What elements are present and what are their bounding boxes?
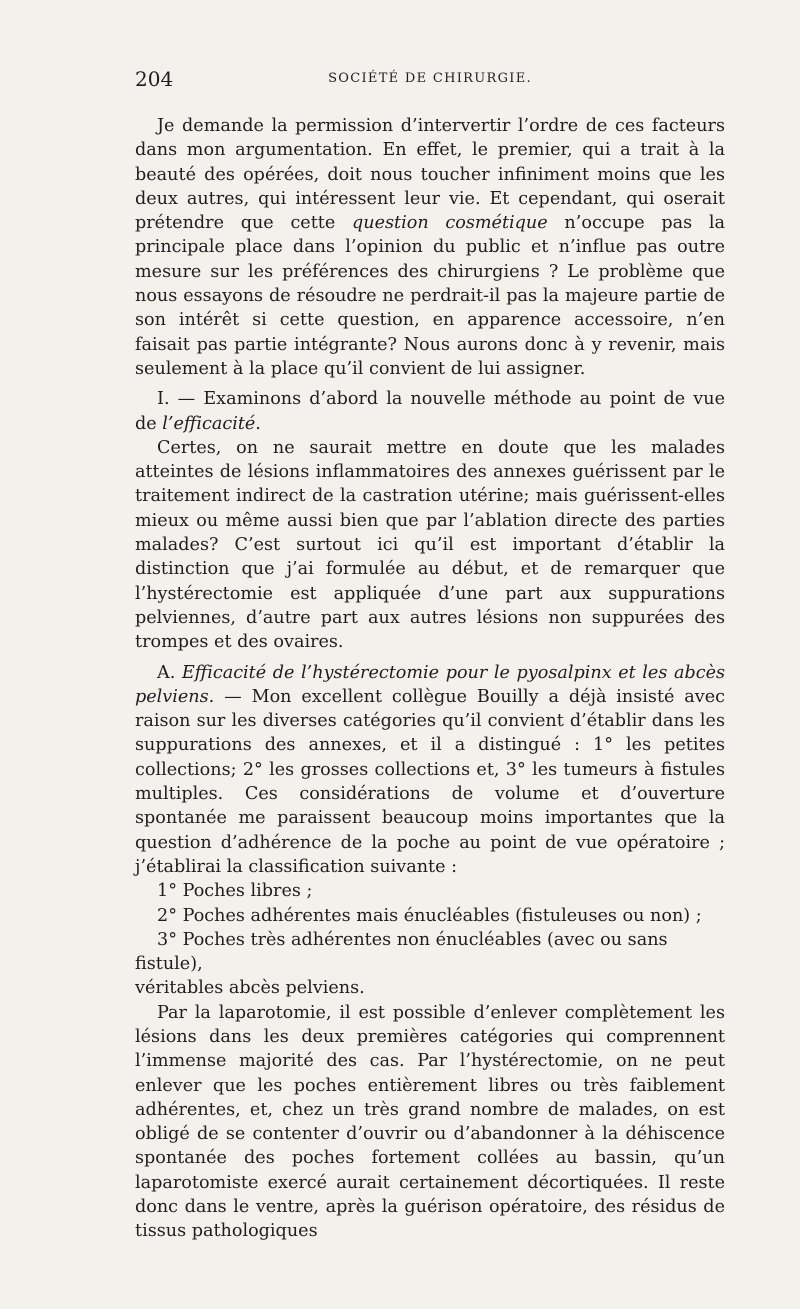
paragraph	[135, 661, 725, 880]
paragraph	[135, 387, 725, 436]
text-run: n’occupe pas la principale place dans l’opinion du public et n’influe pas outre mesure sur les préférences des chirurgiens ? Le problème que nous essayons de résoudre ne perdrait-il pas la majeure partie de son intérêt si cette question, en apparence accessoire, n’en faisait pas partie intégrante? Nous aurons donc à y revenir, mais seulement à la place qu’il convient de lui assigner.	[135, 213, 726, 379]
emphasis: l’efficacité.	[162, 413, 261, 434]
section-title: Efficacité de l’hystérectomie pour le pyosalpinx et les abcès pelviens.	[135, 662, 726, 707]
text-run: I. — Examinons d’abord la nouvelle méthode au point de vue de	[135, 389, 725, 434]
paragraph	[135, 114, 725, 381]
page-header	[135, 66, 725, 92]
emphasis: question cosmétique	[352, 213, 548, 234]
body-text	[135, 114, 725, 1244]
section-label: A.	[157, 662, 176, 683]
list-item-continuation: véritables abcès pelviens.	[135, 978, 365, 999]
list-item: 1° Poches libres ;	[157, 881, 313, 902]
text-run: Je demande la permission d’intervertir l’ordre de ces facteurs dans mon argumentation. En effet, le premier, qui a trait à la beauté des opérées, doit nous toucher infiniment moins que les deux autres, qui intéressent leur vie. Et cependant, qui oserait prétendre que cette	[135, 116, 725, 234]
paragraph: Certes, on ne saurait mettre en doute que les malades atteintes de lésions inflammatoires des annexes guérissent par le traitement indirect de la castration utérine; mais guérissent-elles mieux ou même aussi bien que par l’ablation directe des parties malades? C’est surtout ici qu’il est important d’établir la distinction que j’ai formulée au début, et de remarquer que l’hystérectomie est appliquée d’une part aux suppurations pelviennes, d’autre part aux autres lésions non suppurées des trompes et des ovaires.	[135, 437, 725, 653]
list-item: 2° Poches adhérentes mais énucléables (fistuleuses ou non) ;	[157, 905, 702, 926]
page-number: 204	[135, 67, 174, 91]
paragraph: Par la laparotomie, il est possible d’enlever complètement les lésions dans les deux premières catégories qui comprennent l’immense majorité des cas. Par l’hystérectomie, on ne peut enlever que les poches entièrement libres ou très faiblement adhérentes, et, chez un très grand nombre de malades, on est obligé de se contenter d’ouvrir ou d’abandonner à la déhiscence spontanée des poches fortement collées au bassin, qu’un laparotomiste exercé aurait certainement décortiquées. Il reste donc dans le ventre, après la guérison opératoire, des résidus de tissus pathologiques	[135, 1002, 725, 1242]
running-title: SOCIÉTÉ DE CHIRURGIE.	[328, 71, 532, 86]
text-run: — Mon excellent collègue Bouilly a déjà insisté avec raison sur les diverses catégories qu’il convient d’établir dans les suppurations des annexes, et il a distingué : 1° les petites collections; 2° les grosses collections et, 3° les tumeurs à fistules multiples. Ces considérations de volume et d’ouverture spontanée me paraissent beaucoup moins importantes que la question d’adhérence de la poche au point de vue opératoire ; j’établirai la classification suivante :	[135, 686, 726, 877]
list-item: 3° Poches très adhérentes non énucléables (avec ou sans fistule),	[135, 929, 668, 975]
